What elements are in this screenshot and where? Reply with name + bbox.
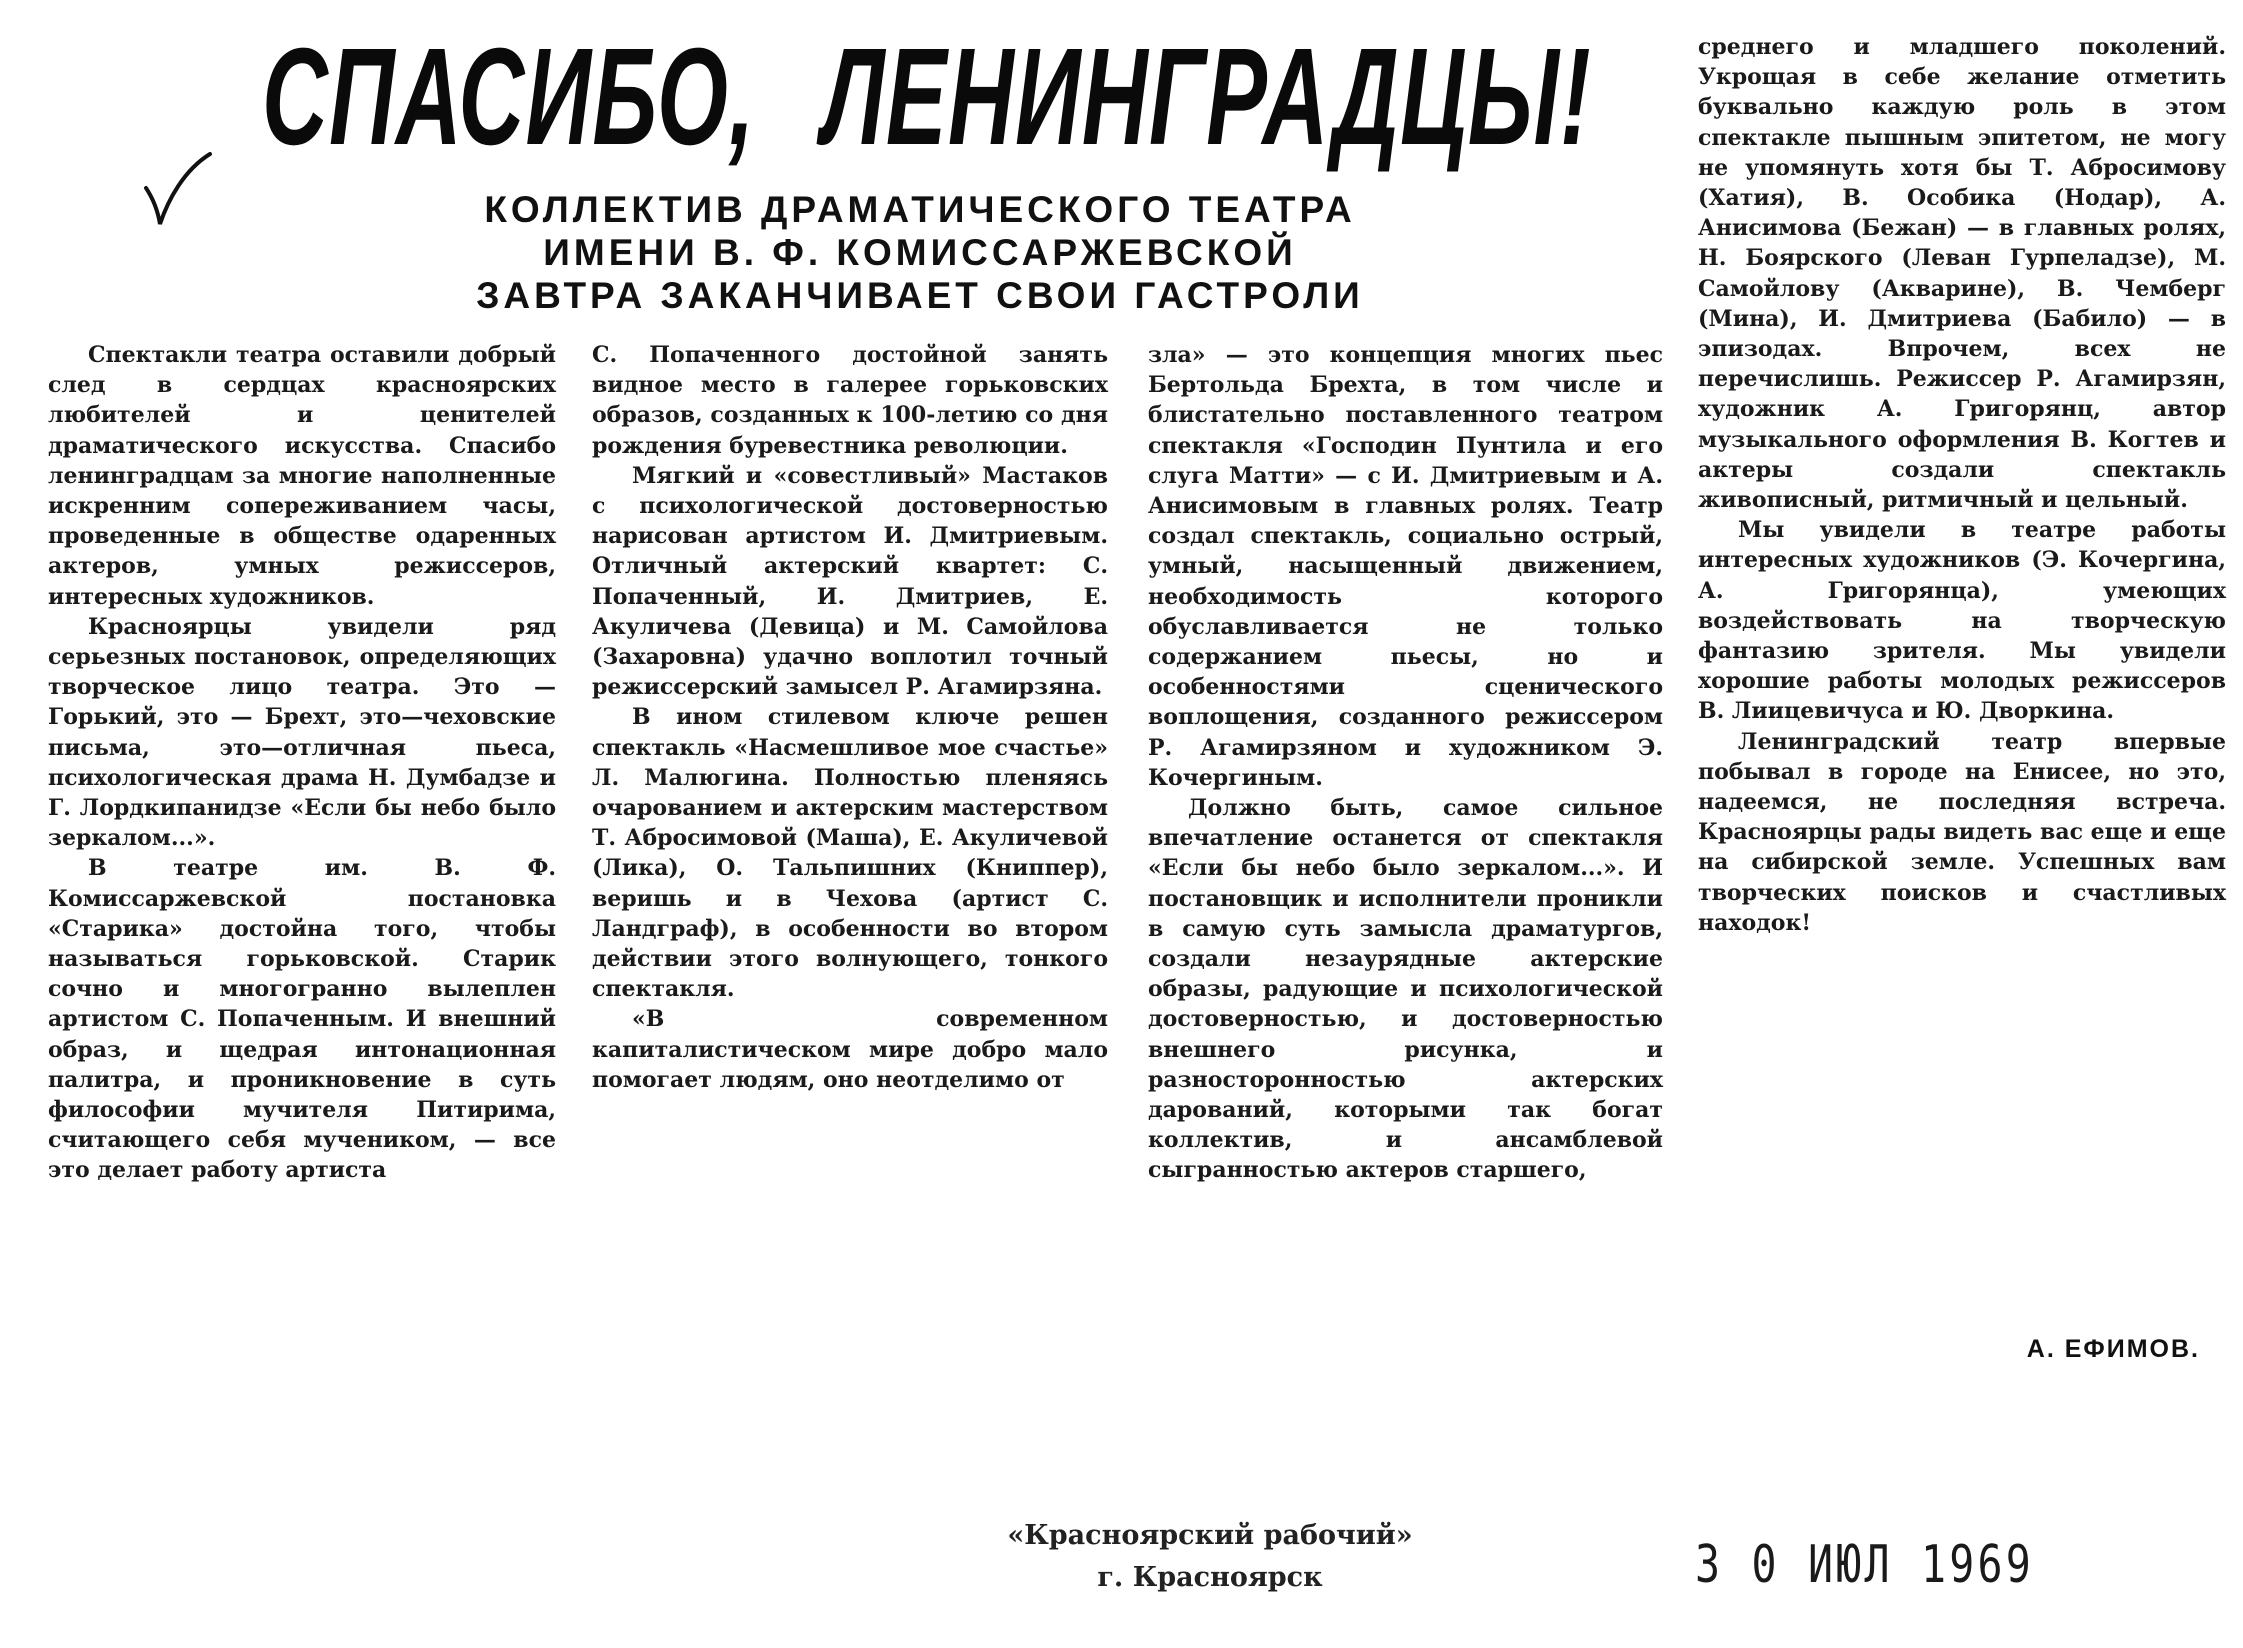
paragraph-continued: С. Попаченного достойной занять видное место в галерее горьковских образов, созданных к 100-летию со дня рождения буревестника революции.	[592, 342, 1108, 459]
newspaper-city: г. Красноярск	[1097, 1562, 1323, 1593]
paragraph: Мягкий и «совестливый» Мастаков с психологической достоверностью нарисован артистом И. Дмитриевым. Отличный актерский квартет: С. Попаченный, И. Дмитриев, Е. Акуличева (Девица) и М. Самойлова (Захаровна) удачно воплотил точный режиссерский замысел Р. Агамирзяна.	[592, 462, 1108, 701]
subheadline	[430, 188, 1410, 317]
paragraph: Должно быть, самое сильное впечатление останется от спектакля «Если бы небо было зеркалом...». И постановщик и исполнители проникли в самую суть замысла драматургов, создали незаурядные актерские образы, радующие и психологической достоверностью, и достоверностью внешнего рисунка, и разносторонностью актерских дарований, которыми так богат коллектив, и ансамблевой сыгранностью актеров старшего,	[1148, 795, 1663, 1184]
subheadline-line: КОЛЛЕКТИВ ДРАМАТИЧЕСКОГО ТЕАТРА	[484, 189, 1356, 230]
paragraph: «В современном капиталистическом мире добро мало помогает людям, оно неотделимо от	[592, 1006, 1108, 1093]
paragraph: В ином стилевом ключе решен спектакль «Насмешливое мое счастье» Л. Малюгина. Полностью пленяясь очарованием и актерским мастерством Т. Абросимовой (Маша), Е. Акуличевой (Лика), О. Тальпишних (Книппер), веришь и в Чехова (артист С. Ландграф), в особенности во втором действии этого волнующего, тонкого спектакля.	[592, 704, 1108, 1003]
subheadline-line: ЗАВТРА ЗАКАНЧИВАЕТ СВОИ ГАСТРОЛИ	[476, 275, 1364, 316]
paragraph: Мы увидели в театре работы интересных художников (Э. Кочергина, А. Григорянца), умеющих воздействовать на творческую фантазию зрителя. Мы увидели хорошие работы молодых режиссеров В. Лиицевичуса и Ю. Дворкина.	[1698, 517, 2226, 725]
paragraph: В театре им. В. Ф. Комиссаржевской постановка «Старика» достойна того, чтобы называться горьковской. Старик сочно и многогранно вылеплен артистом С. Попаченным. И внешний образ, и щедрая интонационная палитра, и проникновение в суть философии мучителя Питирима, считающего себя мучеником, — все это делает работу артиста	[48, 855, 556, 1184]
paragraph: Красноярцы увидели ряд серьезных постановок, определяющих творческое лицо театра. Это — Горький, это — Брехт, это—чеховские письма, это—отличная пьеса, психологическая драма Н. Думбадзе и Г. Лордкипанидзе «Если бы небо было зеркалом...».	[48, 613, 556, 852]
article-column-3	[1148, 340, 1663, 1186]
paragraph: Ленинградский театр впервые побывал в городе на Енисее, но это, надеемся, не последняя встреча. Красноярцы рады видеть вас еще и еще на сибирской земле. Успешных вам творческих поисков и счастливых находок!	[1698, 728, 2226, 936]
paragraph: Спектакли театра оставили добрый след в сердцах красноярских любителей и ценителей драматического искусства. Спасибо ленинградцам за многие наполненные искренним сопереживанием часы, проведенные в обществе одаренных актеров, умных режиссеров, интересных художников.	[48, 342, 556, 610]
author-signature: А. ЕФИМОВ.	[2026, 1335, 2200, 1363]
article-column-4	[1698, 32, 2226, 938]
article-column-2	[592, 340, 1108, 1095]
subheadline-line: ИМЕНИ В. Ф. КОМИССАРЖЕВСКОЙ	[543, 232, 1297, 273]
date-stamp: 3 0 ИЮЛ 1969	[1695, 1535, 2034, 1595]
source-stamp	[930, 1515, 1490, 1599]
paragraph-continued: зла» — это концепция многих пьес Бертольда Брехта, в том числе и блистательно поставленного театром спектакля «Господин Пунтила и его слуга Матти» — с И. Дмитриевым и А. Анисимовым в главных ролях. Театр создал спектакль, социально острый, умный, насыщенный движением, необходимость которого обуславливается не только содержанием пьесы, но и особенностями сценического воплощения, созданного режиссером Р. Агамирзяном и художником Э. Кочергиным.	[1148, 342, 1663, 791]
article-column-1	[48, 340, 556, 1186]
paragraph-continued: среднего и младшего поколений. Укрощая в себе желание отметить буквально каждую роль в этом спектакле пышным эпитетом, не могу не упомянуть хотя бы Т. Абросимову (Хатия), В. Особика (Нодар), А. Анисимова (Бежан) — в главных ролях, Н. Боярского (Леван Гурпеладзе), М. Самойлову (Акварине), В. Чемберг (Мина), И. Дмитриева (Бабило) — в эпизодах. Впрочем, всех не перечислишь. Режиссер Р. Агамирзян, художник А. Григорянц, автор музыкального оформления В. Когтев и актеры создали спектакль живописный, ритмичный и цельный.	[1698, 34, 2226, 514]
headline: СПАСИБО, ЛЕНИНГРАДЦЫ!	[262, 20, 1592, 174]
pen-checkmark-icon	[140, 150, 220, 230]
newspaper-name: «Красноярский рабочий»	[1007, 1520, 1413, 1551]
